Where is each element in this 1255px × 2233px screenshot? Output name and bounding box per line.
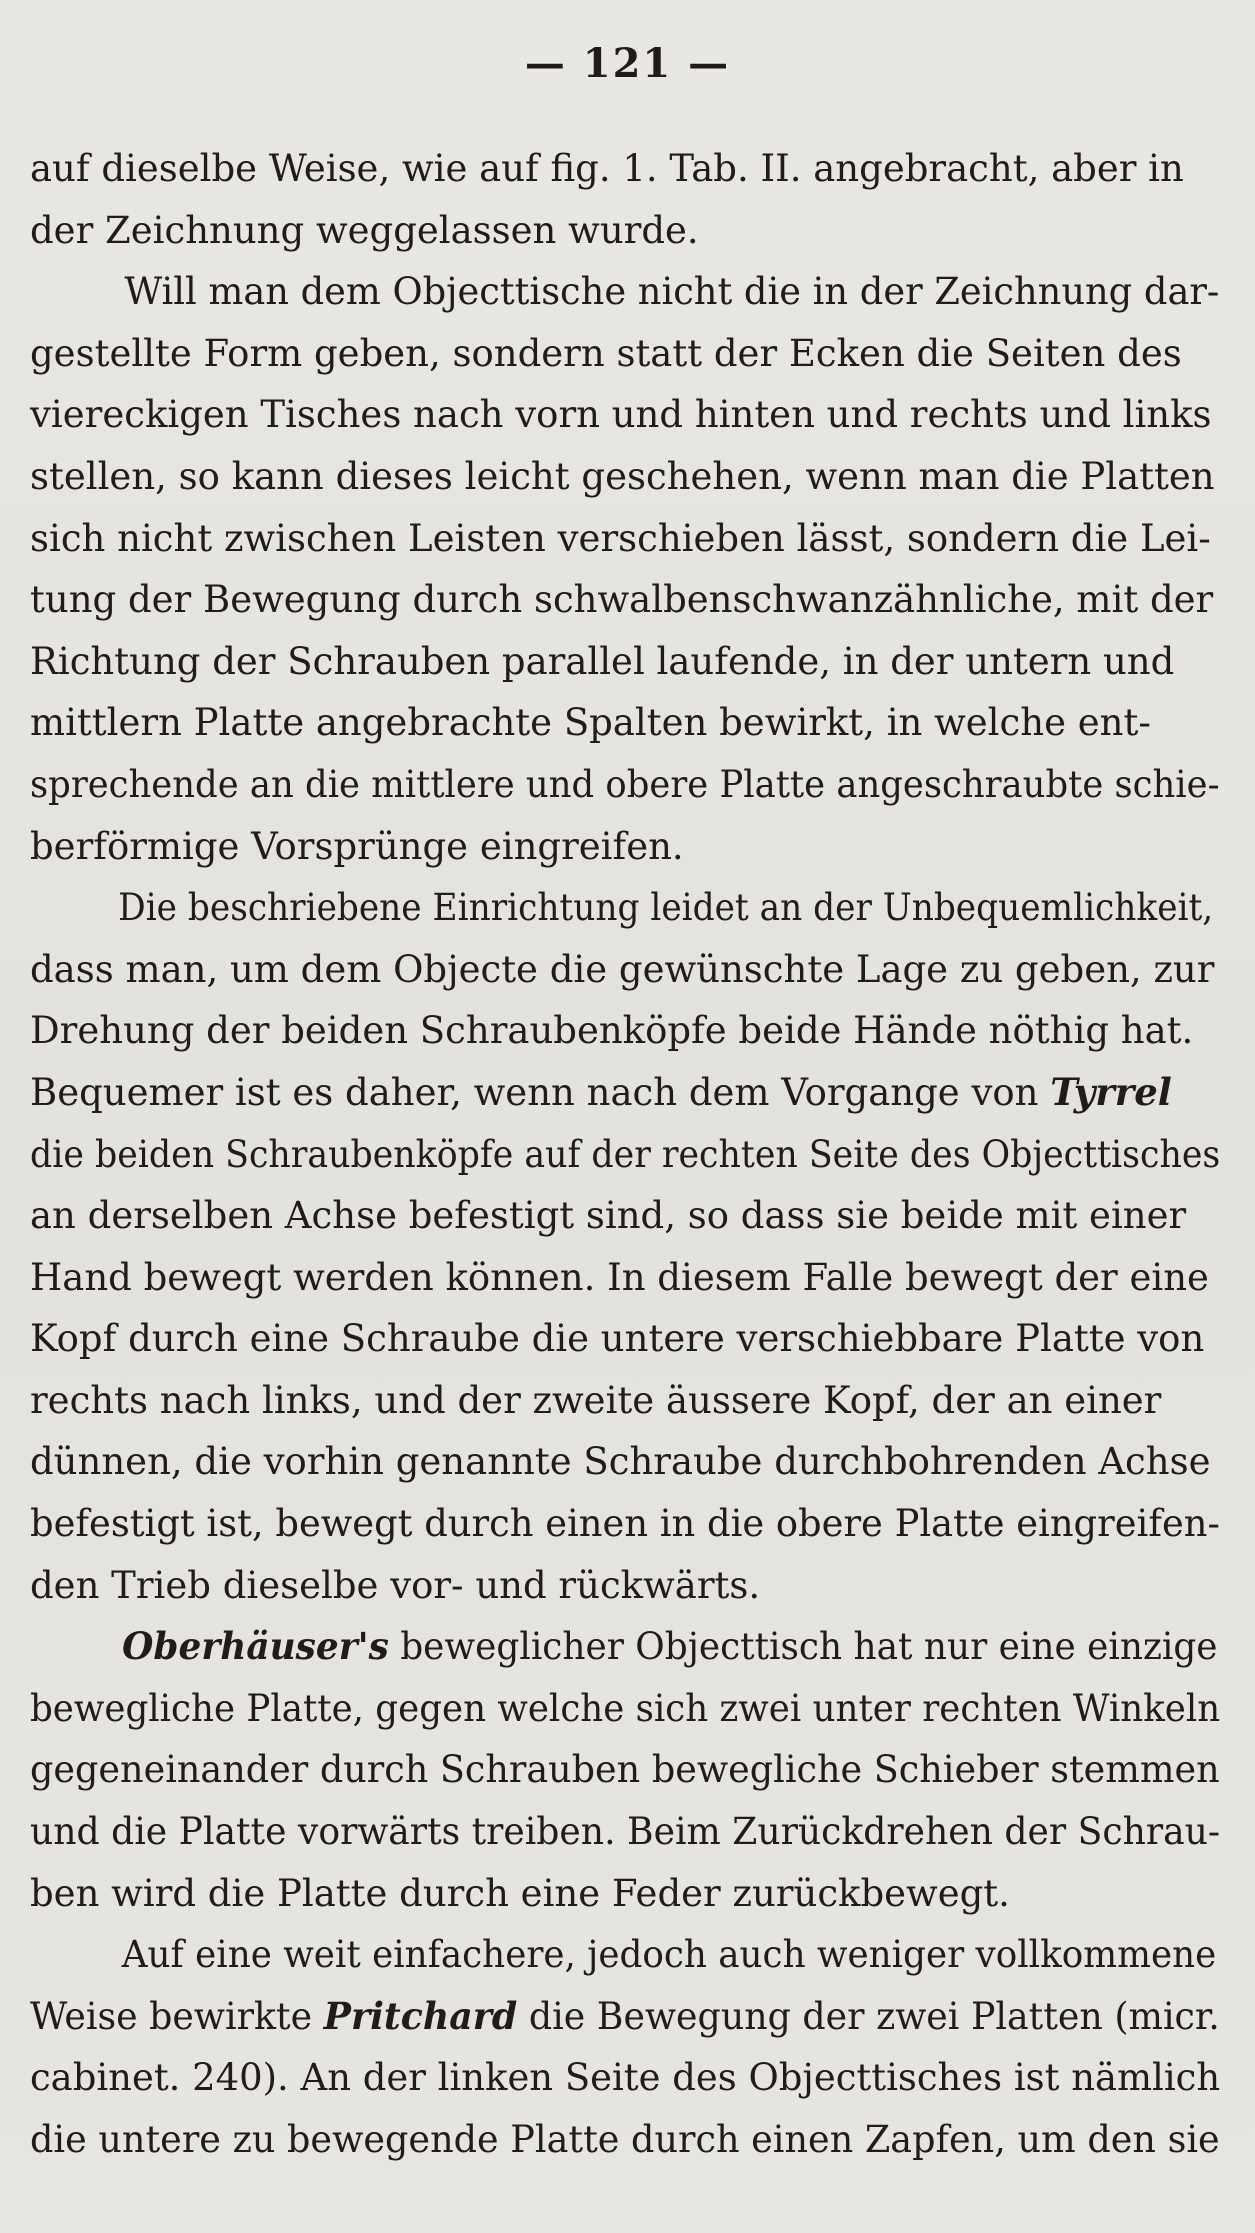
text-line: gestellte Form geben, sondern statt der Ecken die Seiten des (30, 331, 1182, 375)
text-line: viereckigen Tisches nach vorn und hinten und rechts und links (30, 393, 1212, 437)
text-line: rechts nach links, und der zweite äussere Kopf, der an einer (30, 1378, 1162, 1422)
text-line: sprechende an die mittlere und obere Platte angeschraubte schie- (30, 762, 1220, 806)
text-line: auf dieselbe Weise, wie auf fig. 1. Tab. II. angebracht, aber in (30, 147, 1184, 190)
text-line: Oberhäuser's beweglicher Objecttisch hat nur eine einzige (122, 1624, 1218, 1669)
text-line: ben wird die Platte durch eine Feder zurückbewegt. (30, 1871, 1010, 1915)
text-line: gegeneinander durch Schrauben bewegliche Schieber stemmen (30, 1748, 1220, 1792)
text-line: und die Platte vorwärts treiben. Beim Zurückdrehen der Schrau- (30, 1810, 1221, 1854)
text-line: Drehung der beiden Schraubenköpfe beide Hände nöthig hat. (30, 1009, 1194, 1053)
paragraph-4 (30, 1616, 1220, 1924)
text-line: der Zeichnung weggelassen wurde. (30, 208, 699, 252)
text-line: cabinet. 240). An der linken Seite des Objecttisches ist nämlich (30, 2056, 1221, 2100)
paragraph-2 (30, 261, 1220, 877)
text-line: Hand bewegt werden können. In diesem Falle bewegt der eine (30, 1255, 1209, 1299)
text-line: befestigt ist, bewegt durch einen in die obere Platte eingreifen- (30, 1502, 1220, 1546)
text-line: Die beschriebene Einrichtung leidet an der Unbequemlichkeit, (118, 886, 1214, 930)
text-line: die untere zu bewegende Platte durch einen Zapfen, um den sie (30, 2118, 1220, 2161)
text-line: dünnen, die vorhin genannte Schraube durchbohrenden Achse (30, 1440, 1211, 1484)
text-line: an derselben Achse befestigt sind, so dass sie beide mit einer (30, 1194, 1187, 1238)
text-line: sich nicht zwischen Leisten verschieben lässt, sondern die Lei- (30, 516, 1211, 560)
text-line: tung der Bewegung durch schwalbenschwanzähnliche, mit der (30, 578, 1214, 622)
text-line: Will man dem Objecttische nicht die in der Zeichnung dar- (124, 270, 1220, 314)
text-line: berförmige Vorsprünge eingreifen. (30, 824, 684, 868)
italic-name: Tyrrel (1050, 1069, 1172, 1114)
italic-name: Oberhäuser's (122, 1624, 389, 1669)
paragraph-3 (30, 877, 1220, 1616)
text-line: Bequemer ist es daher, wenn nach dem Vorgange von Tyrrel (30, 1069, 1172, 1114)
text-line: Kopf durch eine Schraube die untere verschiebbare Platte von (30, 1317, 1205, 1361)
text-line: die beiden Schraubenköpfe auf der rechten Seite des Objecttisches (30, 1132, 1221, 1176)
text-line: Richtung der Schrauben parallel laufende, in der untern und (30, 639, 1175, 683)
body-text (30, 138, 1220, 2171)
italic-name: Pritchard (323, 1993, 518, 2038)
text-line: den Trieb dieselbe vor- und rückwärts. (30, 1563, 761, 1607)
text-line: stellen, so kann dieses leicht geschehen, wenn man die Platten (30, 454, 1215, 498)
paragraph-5 (30, 1924, 1220, 2170)
text-line: Weise bewirkte Pritchard die Bewegung der zwei Platten (micr. (30, 1993, 1220, 2038)
paragraph-1 (30, 138, 1220, 261)
text-line: bewegliche Platte, gegen welche sich zwei unter rechten Winkeln (30, 1686, 1221, 1730)
text-line: mittlern Platte angebrachte Spalten bewirkt, in welche ent- (30, 701, 1151, 745)
text-line: Auf eine weit einfachere, jedoch auch weniger vollkommene (121, 1933, 1217, 1977)
page-number: — 121 — (524, 40, 731, 87)
text-line: dass man, um dem Objecte die gewünschte Lage zu geben, zur (30, 947, 1215, 991)
